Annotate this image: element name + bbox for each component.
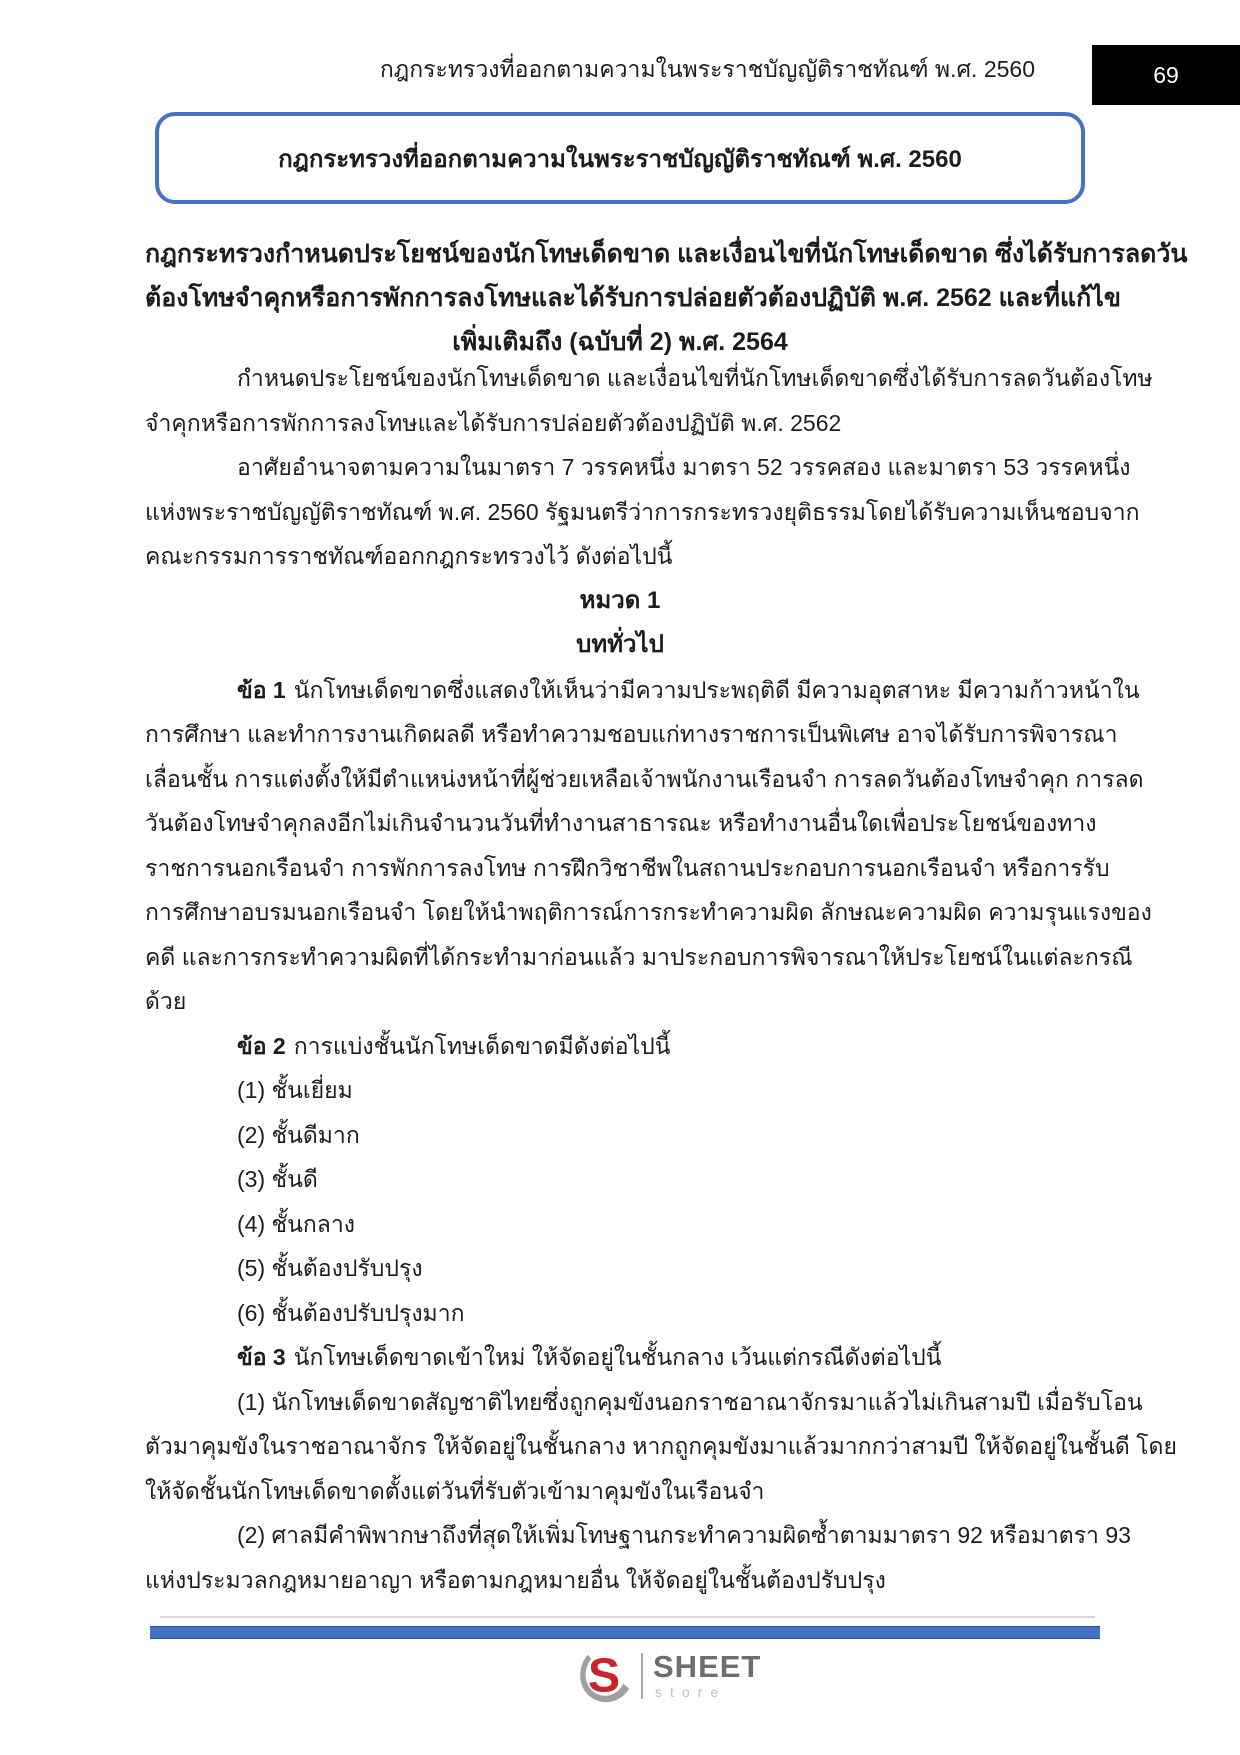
line-text: (1) นักโทษเด็ดขาดสัญชาติไทยซึ่งถูกคุมขังนอกราชอาณาจักรมาแล้วไม่เกินสามปี เมื่อรับโอน — [237, 1388, 1143, 1415]
line-text: วันต้องโทษจำคุกลงอีกไม่เกินจำนวนวันที่ทำงานสาธารณะ หรือทำงานอื่นใดเพื่อประโยชน์ของทาง — [145, 810, 1097, 836]
footer-accent-bar — [150, 1626, 1100, 1639]
body-line — [145, 846, 1110, 891]
body-line — [145, 534, 1095, 579]
line-text: แห่งพระราชบัญญัติราชทัณฑ์ พ.ศ. 2560 รัฐมนตรีว่าการกระทรวงยุติธรรมโดยได้รับความเห็นชอบจาก — [145, 498, 1140, 525]
body-line — [145, 979, 1095, 1024]
body-line — [145, 1113, 1095, 1158]
body-line — [145, 1380, 1143, 1425]
doc-heading — [145, 232, 1188, 364]
body-line — [145, 1335, 1095, 1380]
body-line — [145, 757, 1144, 802]
line-text: บททั่วไป — [576, 631, 664, 658]
line-text: (2) ศาลมีคำพิพากษาถึงที่สุดให้เพิ่มโทษฐานกระทำความผิดซ้ำตามมาตรา 92 หรือมาตรา 93 — [237, 1522, 1131, 1548]
body-line — [145, 445, 1131, 490]
line-text: ราชการนอกเรือนจำ การพักการลงโทษ การฝึกวิชาชีพในสถานประกอบการนอกเรือนจำ หรือการรับ — [145, 854, 1110, 881]
line-text: จำคุกหรือการพักการลงโทษและได้รับการปล่อยตัวต้องปฏิบัติ พ.ศ. 2562 — [145, 409, 842, 436]
doc-heading-line: ต้องโทษจำคุกหรือการพักการลงโทษและได้รับการปล่อยตัวต้องปฏิบัติ พ.ศ. 2562 และที่แก้ไข — [145, 284, 1121, 312]
line-text: การศึกษาอบรมนอกเรือนจำ โดยให้นำพฤติการณ์การกระทำความผิด ลักษณะความผิด ความรุนแรงของ — [145, 899, 1152, 925]
doc-heading-line: เพิ่มเติมถึง (ฉบับที่ 2) พ.ศ. 2564 — [452, 328, 788, 356]
line-text: คดี และการกระทำความผิดที่ได้กระทำมาก่อนแล้ว มาประกอบการพิจารณาให้ประโยชน์ในแต่ละกรณี — [145, 943, 1133, 970]
body-line — [145, 1157, 1095, 1202]
body-line — [145, 1513, 1131, 1558]
body-line — [145, 1246, 1095, 1291]
line-text: นักโทษเด็ดขาดเข้าใหม่ ให้จัดอยู่ในชั้นกลาง เว้นแต่กรณีดังต่อไปนี้ — [293, 1344, 942, 1370]
line-text: แห่งประมวลกฎหมายอาญา หรือตามกฎหมายอื่น ให้จัดอยู่ในชั้นต้องปรับปรุง — [145, 1566, 886, 1593]
sheet-store-logo — [575, 1645, 761, 1707]
logo-divider — [641, 1653, 643, 1699]
line-text: หมวด 1 — [579, 586, 661, 614]
title-box-title: กฎกระทรวงที่ออกตามความในพระราชบัญญัติราชทัณฑ์ พ.ศ. 2560 — [278, 145, 962, 173]
body-line — [145, 668, 1140, 713]
line-text: (5) ชั้นต้องปรับปรุง — [237, 1255, 423, 1281]
line-text: นักโทษเด็ดขาดซึ่งแสดงให้เห็นว่ามีความประพฤติดี มีความอุตสาหะ มีความก้าวหน้าใน — [293, 676, 1140, 703]
brand-subtitle: store — [655, 1684, 727, 1700]
body-line — [145, 401, 1095, 446]
body-line — [145, 1202, 1095, 1247]
running-header-title: กฎกระทรวงที่ออกตามความในพระราชบัญญัติราชทัณฑ์ พ.ศ. 2560 — [379, 56, 1035, 82]
svg-text:S: S — [587, 1648, 621, 1703]
sheet-store-s-icon — [575, 1648, 633, 1704]
line-text: (3) ชั้นดี — [237, 1166, 318, 1192]
line-text: (6) ชั้นต้องปรับปรุงมาก — [237, 1299, 465, 1326]
line-text: คณะกรรมการราชทัณฑ์ออกกฎกระทรวงไว้ ดังต่อไปนี้ — [145, 543, 673, 569]
clause-number: ข้อ 3 — [237, 1344, 286, 1370]
body-line — [145, 1424, 1177, 1469]
clause-number: ข้อ 2 — [237, 1032, 286, 1059]
body-line — [145, 356, 1153, 401]
title-box — [155, 112, 1085, 204]
line-text: เลื่อนชั้น การแต่งตั้งให้มีตำแหน่งหน้าที่ผู้ช่วยเหลือเจ้าพนักงานเรือนจำ การลดวันต้องโทษจำคุก การลด — [145, 765, 1144, 792]
footer-thin-divider — [160, 1616, 1095, 1618]
line-text: ตัวมาคุมขังในราชอาณาจักร ให้จัดอยู่ในชั้นกลาง หากถูกคุมขังมาแล้วมากกว่าสามปี ให้จัดอยู่ในชั้นดี โดย — [145, 1433, 1177, 1459]
line-text: (4) ชั้นกลาง — [237, 1210, 355, 1237]
page-number-badge: 69 — [1092, 45, 1240, 105]
doc-heading-line: กฎกระทรวงกำหนดประโยชน์ของนักโทษเด็ดขาด และเงื่อนไขที่นักโทษเด็ดขาด ซึ่งได้รับการลดวัน — [145, 240, 1188, 268]
body-line — [145, 890, 1152, 935]
line-text: (2) ชั้นดีมาก — [237, 1121, 360, 1148]
line-text: (1) ชั้นเยี่ยม — [237, 1077, 353, 1103]
line-text: การแบ่งชั้นนักโทษเด็ดขาดมีดังต่อไปนี้ — [293, 1032, 671, 1059]
brand-name: SHEET — [653, 1649, 762, 1684]
body-line — [145, 1558, 1095, 1603]
document-body — [145, 356, 1177, 1602]
body-line — [145, 623, 1095, 668]
line-text: ให้จัดชั้นนักโทษเด็ดขาดตั้งแต่วันที่รับตัวเข้ามาคุมขังในเรือนจำ — [145, 1477, 765, 1504]
line-text: ด้วย — [145, 988, 187, 1014]
body-line — [145, 1024, 1095, 1069]
body-line — [145, 1469, 1095, 1514]
body-line — [145, 490, 1140, 535]
body-line — [145, 579, 1095, 624]
body-line — [145, 1291, 1095, 1336]
clause-number: ข้อ 1 — [237, 676, 286, 703]
line-text: กำหนดประโยชน์ของนักโทษเด็ดขาด และเงื่อนไขที่นักโทษเด็ดขาดซึ่งได้รับการลดวันต้องโทษ — [237, 365, 1153, 391]
body-line — [145, 801, 1095, 846]
line-text: การศึกษา และทำการงานเกิดผลดี หรือทำความชอบแก่ทางราชการเป็นพิเศษ อาจได้รับการพิจารณา — [145, 721, 1118, 747]
line-text: อาศัยอำนาจตามความในมาตรา 7 วรรคหนึ่ง มาตรา 52 วรรคสอง และมาตรา 53 วรรคหนึ่ง — [237, 454, 1131, 480]
logo-text — [653, 1649, 762, 1700]
body-line — [145, 712, 1118, 757]
body-line — [145, 1068, 1095, 1113]
body-line — [145, 935, 1133, 980]
